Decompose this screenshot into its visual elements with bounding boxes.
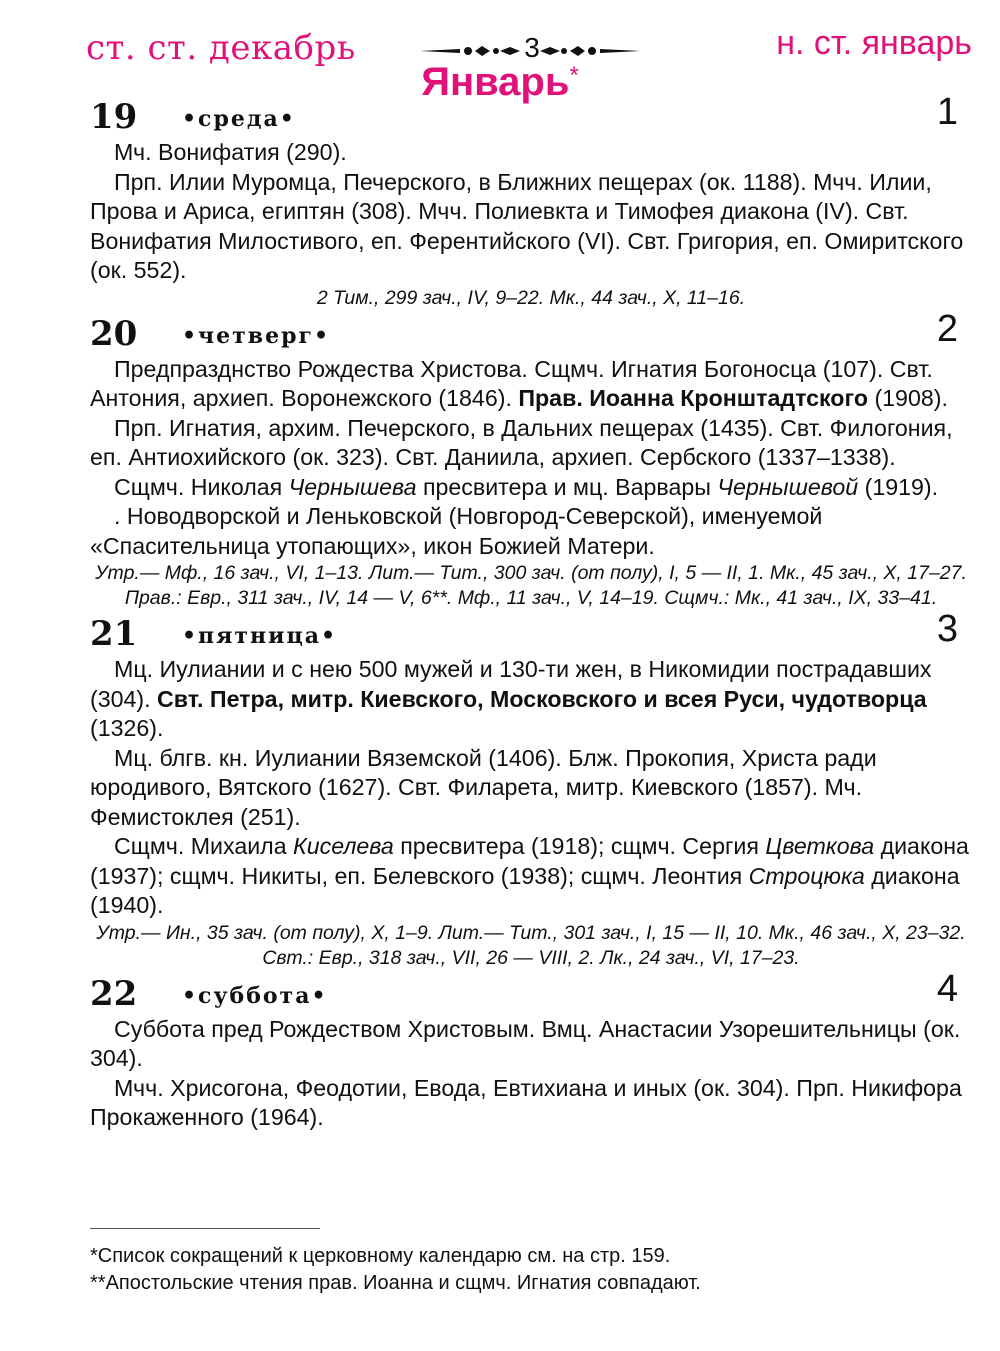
- old-style-month: ст. ст. декабрь: [86, 28, 356, 68]
- day-heading: [90, 967, 972, 1015]
- day-entry: [90, 307, 972, 612]
- new-style-date: 1: [936, 91, 958, 133]
- text-run: (1919).: [858, 473, 939, 500]
- footnote: *Список сокращений к церковному календарю см. на стр. 159.: [90, 1245, 671, 1267]
- day-heading: [90, 91, 972, 138]
- day-heading: [90, 608, 972, 655]
- weekday: •среда•: [182, 106, 296, 132]
- text-run: диакона (1937); сщмч. Никиты, еп. Белевского (1938); сщмч. Леонтия: [90, 833, 969, 889]
- italic-surname: Чернышевой: [717, 473, 859, 500]
- old-style-date: 22: [90, 973, 138, 1014]
- weekday: •пятница•: [182, 623, 338, 649]
- italic-surname: Чернышева: [288, 473, 417, 500]
- day-entry: [90, 91, 972, 311]
- italic-surname: Цветкова: [765, 833, 875, 859]
- new-style-month: н. ст. январь: [776, 24, 972, 62]
- scripture-readings: 2 Тим., 299 зач., IV, 9–22. Мк., 44 зач., X, 11–16.: [316, 286, 746, 309]
- scripture-readings: Утр.— Мф., 16 зач., VI, 1–13. Лит.— Тит., 300 зач. (от полу), I, 5 — II, 1. Мк., 45 зач., X, 17–27. Прав.: Евр., 311 зач., IV, 14 — V, 6**. Мф., 11 зач., V, 14–19. Сщмч.: Мк., 41 зач., IX, 33–41.: [95, 562, 967, 609]
- ornament-right-icon: [540, 44, 640, 58]
- new-style-date: 2: [936, 307, 958, 350]
- month-footnote-mark: *: [569, 62, 579, 89]
- old-style-date: 21: [90, 614, 138, 654]
- italic-surname: Киселева: [293, 833, 394, 859]
- commemoration-paragraph: [90, 473, 972, 503]
- footnote-divider: [90, 1228, 320, 1229]
- page-number: 3: [524, 32, 540, 63]
- commemoration-paragraph: Мч. Вонифатия (290).: [114, 139, 347, 165]
- old-style-date: 20: [90, 313, 138, 354]
- footnote: **Апостольские чтения прав. Иоанна и сщмч. Игнатия совпадают.: [90, 1272, 701, 1294]
- commemoration-paragraph: Суббота пред Рождеством Христовым. Вмц. Анастасии Узорешительницы (ок. 304).: [90, 1015, 961, 1071]
- month-title: Январь: [421, 60, 570, 104]
- commemoration-paragraph: Прп. Илии Муромца, Печерского, в Ближних пещерах (ок. 1188). Мчч. Илии, Прова и Ариса, египтян (308). Мчч. Полиевкта и Тимофея диакона (IV). Свт. Вонифатия Милостивого, еп. Ферентийского (VI). Свт. Григория, еп. Омиритского (ок. 552).: [90, 168, 964, 283]
- bold-saint-name: Прав. Иоанна Кронштадтского: [518, 385, 868, 411]
- bold-saint-name: Свт. Петра, митр. Киевского, Московского и всея Руси, чудотворца: [157, 685, 927, 712]
- old-style-date: 19: [90, 97, 138, 137]
- commemoration-paragraph: Мчч. Хрисогона, Феодотии, Еводa, Евтихиана и иных (ок. 304). Прп. Никифора Прокаженного (1964).: [90, 1074, 962, 1130]
- commemoration-paragraph: [90, 655, 972, 744]
- scripture-readings: Утр.— Ин., 35 зач. (от полу), X, 1–9. Лит.— Тит., 301 зач., I, 15 — II, 10. Мк., 46 зач., X, 23–32. Свт.: Евр., 318 зач., VII, 26 — VIII, 2. Лк., 24 зач., VI, 17–23.: [96, 921, 966, 969]
- weekday: •суббота•: [182, 982, 328, 1009]
- new-style-date: 4: [936, 967, 958, 1010]
- calendar-content: [90, 91, 972, 1133]
- day-entry: [90, 967, 972, 1133]
- day-heading: [90, 307, 972, 355]
- commemoration-paragraph: [90, 355, 972, 414]
- footnotes: [90, 1228, 970, 1297]
- commemoration-paragraph: Мц. блгв. кн. Иулиании Вяземской (1406). Блж. Прокопия, Христа ради юродивого, Вятского (1627). Свт. Филарета, митр. Киевского (1857). Мч. Фемистоклея (251).: [90, 744, 877, 830]
- ornament-left-icon: [420, 44, 520, 58]
- text-run: Сщмч. Николая: [114, 473, 289, 500]
- commemoration-paragraph: . Новодворской и Леньковской (Новгород-Северской), именуемой «Спасительница утопающих», икон Божией Матери.: [90, 503, 823, 559]
- italic-surname: Строцюка: [748, 862, 865, 889]
- text-run: пресвитера (1918); сщмч. Сергия: [393, 833, 766, 859]
- commemoration-paragraph: [90, 832, 972, 921]
- text-run: (1908).: [868, 385, 948, 411]
- weekday: •четверг•: [182, 322, 331, 349]
- text-run: диакона (1940).: [90, 862, 960, 918]
- text-run: (1326).: [90, 715, 164, 741]
- day-entry: [90, 608, 972, 971]
- new-style-date: 3: [936, 608, 958, 650]
- text-run: Сщмч. Михаила: [114, 833, 294, 859]
- text-run: пресвитера и мц. Варвары: [416, 473, 718, 500]
- commemoration-paragraph: Прп. Игнатия, архим. Печерского, в Дальних пещерах (1435). Свт. Филогония, еп. Антиохийского (ок. 323). Свт. Даниила, архиеп. Сербского (1337–1338).: [90, 414, 953, 470]
- text-run: Предпразднство Рождества Христова. Сщмч. Игнатия Богоносца (107). Свт. Антония, архиеп. Воронежского (1846).: [90, 355, 933, 411]
- text-run: Мц. Иулиании и с нею 500 мужей и 130-ти жен, в Никомидии пострадавших (304).: [90, 656, 932, 712]
